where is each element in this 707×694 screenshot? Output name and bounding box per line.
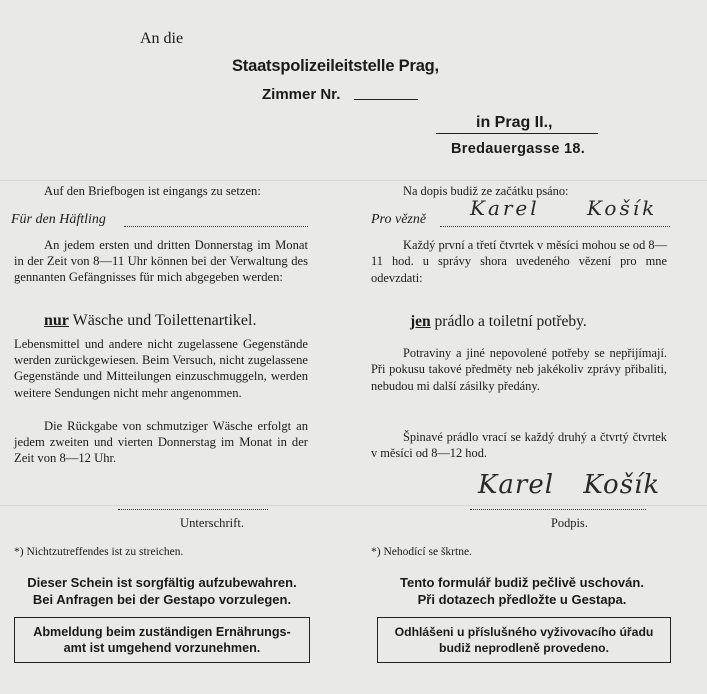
office-name: Staatspolizeileitstelle Prag, — [232, 57, 439, 75]
czech-only-word: jen — [410, 313, 431, 330]
german-box-line-1: Abmeldung beim zuständigen Ernährungs- — [33, 625, 291, 639]
czech-paragraph-1: Každý první a třetí čtvrtek v měsíci mohou se od 8—11 hod. u správy shora uvedeného vězení pro mne odevzdati: — [371, 238, 667, 285]
german-paragraph-3: Die Rückgabe von schmutziger Wäsche erfolgt an jedem zweiten und vierten Donnerstag im Monat in der Zeit von 8—12 Uhr. — [14, 419, 308, 466]
czech-allowed-items — [410, 313, 587, 331]
city-line: in Prag II., — [476, 114, 553, 131]
german-keep-line-2: Bei Anfragen bei der Gestapo vorzulegen. — [32, 592, 292, 607]
czech-box-line-2: budiž neprodleně provedeno. — [439, 641, 609, 655]
czech-prisoner-name: Karel Košík — [470, 196, 658, 220]
german-notice-box — [14, 617, 310, 663]
german-paragraph-1: An jedem ersten und dritten Donnerstag im Monat in der Zeit von 8—11 Uhr können bei der Verwaltung des gennanten Gefängnisses für mich abgegeben werden: — [14, 238, 308, 285]
czech-notice-box — [377, 617, 671, 663]
german-paragraph-2: Lebensmittel und andere nicht zugelassene Gegenstände werden zurückgewiesen. Beim Versuch, nicht zugelassene Gegenstände und Mitteilungen einzuschmuggeln, werden weitere Sendungen nicht mehr angenommen. — [14, 337, 308, 400]
room-number-line[interactable] — [354, 99, 418, 100]
german-signature-label: Unterschrift. — [180, 516, 244, 530]
czech-keep-line-1: Tento formulář budiž pečlivě uschován. — [400, 575, 644, 590]
czech-footnote: *) Nehodící se škrtne. — [371, 546, 472, 558]
czech-paragraph-2: Potraviny a jiné nepovolené potřeby se nepřijímají. Při pokusu takové předměty neb jakékoliv zprávy přibaliti, nebudou mi další zásilky předány. — [371, 346, 667, 393]
czech-keep-line-2: Při dotazech předložte u Gestapa. — [417, 592, 627, 607]
german-prisoner-label: Für den Häftling — [11, 212, 106, 227]
czech-signature: Karel Košík — [478, 470, 661, 500]
czech-signature-field[interactable] — [470, 509, 646, 510]
addressee-prefix: An die — [140, 30, 184, 47]
german-footnote: *) Nichtzutreffendes ist zu streichen. — [14, 546, 184, 558]
german-prisoner-field[interactable] — [124, 226, 308, 227]
german-only-word: nur — [44, 312, 69, 329]
czech-paragraph-3: Špinavé prádlo vrací se každý druhý a čtvrtý čtvrtek v měsíci od 8—12 hod. — [371, 430, 667, 461]
czech-prisoner-field[interactable] — [440, 226, 670, 227]
german-items-text: Wäsche und Toilettenartikel. — [72, 312, 257, 329]
czech-prisoner-label: Pro vězně — [371, 212, 427, 227]
czech-box-line-1: Odhlášeni u příslušného vyživovacího úřadu — [394, 625, 654, 639]
city-underline — [436, 133, 598, 134]
czech-intro: Na dopis budiž ze začátku psáno: — [403, 184, 569, 198]
room-label: Zimmer Nr. — [262, 86, 341, 103]
german-allowed-items — [44, 312, 256, 330]
czech-items-text: prádlo a toiletní potřeby. — [434, 313, 587, 330]
german-intro: Auf den Briefbogen ist eingangs zu setzen: — [44, 184, 261, 198]
german-keep-line-1: Dieser Schein ist sorgfältig aufzubewahren. — [27, 575, 297, 590]
german-box-line-2: amt ist umgehend vorzunehmen. — [63, 641, 261, 655]
german-signature-field[interactable] — [118, 509, 268, 510]
street-address: Bredauergasse 18. — [451, 141, 586, 157]
czech-signature-label: Podpis. — [551, 516, 588, 530]
